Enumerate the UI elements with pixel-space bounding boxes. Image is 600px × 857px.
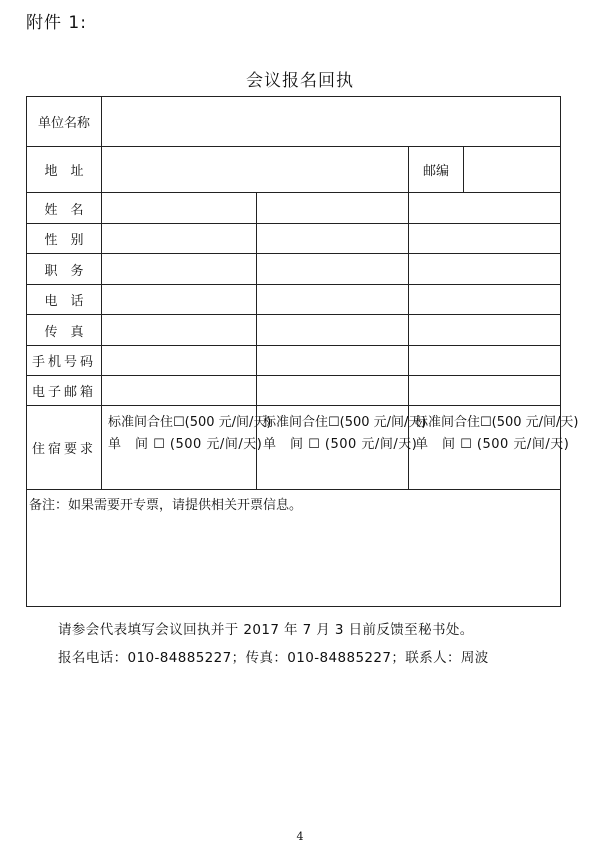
row-accommodation [27,406,561,490]
label-gender: 性 别 [27,224,102,254]
label-email: 电子邮箱 [27,376,102,406]
field-gender-3[interactable] [409,224,561,254]
field-phone-1[interactable] [102,285,257,315]
field-mobile-1[interactable] [102,346,257,376]
field-mobile-3[interactable] [409,346,561,376]
remark-cell[interactable] [27,490,561,607]
field-mobile-2[interactable] [257,346,409,376]
label-mobile: 手机号码 [27,346,102,376]
row-name [27,193,561,224]
form-title: 会议报名回执 [246,71,354,91]
attachment-label: 附件 1: [26,13,87,33]
accommodation-cell-2[interactable] [257,406,427,490]
label-position: 职 务 [27,254,102,285]
accommodation-single-option[interactable]: 单 间 ☐ (500 元/间/天) [415,437,570,452]
accommodation-cell-1[interactable] [102,406,272,490]
field-position-3[interactable] [409,254,561,285]
accommodation-single-option[interactable]: 单 间 ☐ (500 元/间/天) [108,437,263,452]
field-postcode[interactable] [464,147,561,193]
field-phone-2[interactable] [257,285,409,315]
row-address [27,147,561,193]
accommodation-shared-option[interactable]: 标准间合住☐(500 元/间/天) [263,415,427,430]
instruction-deadline: 请参会代表填写会议回执并于 2017 年 7 月 3 日前反馈至秘书处。 [58,622,474,638]
field-gender-1[interactable] [102,224,257,254]
accommodation-single-option[interactable]: 单 间 ☐ (500 元/间/天) [263,437,418,452]
field-position-1[interactable] [102,254,257,285]
label-name: 姓 名 [27,193,102,224]
label-address: 地 址 [27,147,102,193]
page-number: 4 [296,830,304,843]
field-address[interactable] [102,147,409,193]
row-position [27,254,561,285]
field-name-1[interactable] [102,193,257,224]
row-email [27,376,561,406]
field-gender-2[interactable] [257,224,409,254]
remark-text: 备注：如果需要开专票，请提供相关开票信息。 [29,498,303,513]
row-unit-name [27,97,561,147]
field-fax-3[interactable] [409,315,561,346]
row-remark [27,490,561,607]
field-fax-1[interactable] [102,315,257,346]
instruction-contact: 报名电话：010-84885227；传真：010-84885227；联系人：周波 [58,650,489,666]
label-accommodation: 住宿要求 [27,406,102,490]
field-phone-3[interactable] [409,285,561,315]
field-unit-name[interactable] [102,97,561,147]
row-phone [27,285,561,315]
row-mobile [27,346,561,376]
row-gender [27,224,561,254]
field-name-2[interactable] [257,193,409,224]
field-fax-2[interactable] [257,315,409,346]
label-unit-name: 单位名称 [27,97,102,147]
registration-form-table [26,96,579,607]
field-position-2[interactable] [257,254,409,285]
field-name-3[interactable] [409,193,561,224]
field-email-1[interactable] [102,376,257,406]
accommodation-shared-option[interactable]: 标准间合住☐(500 元/间/天) [108,415,272,430]
field-email-2[interactable] [257,376,409,406]
row-fax [27,315,561,346]
label-phone: 电 话 [27,285,102,315]
field-email-3[interactable] [409,376,561,406]
label-fax: 传 真 [27,315,102,346]
label-postcode: 邮编 [409,147,464,193]
accommodation-cell-3[interactable] [409,406,579,490]
accommodation-shared-option[interactable]: 标准间合住☐(500 元/间/天) [415,415,579,430]
